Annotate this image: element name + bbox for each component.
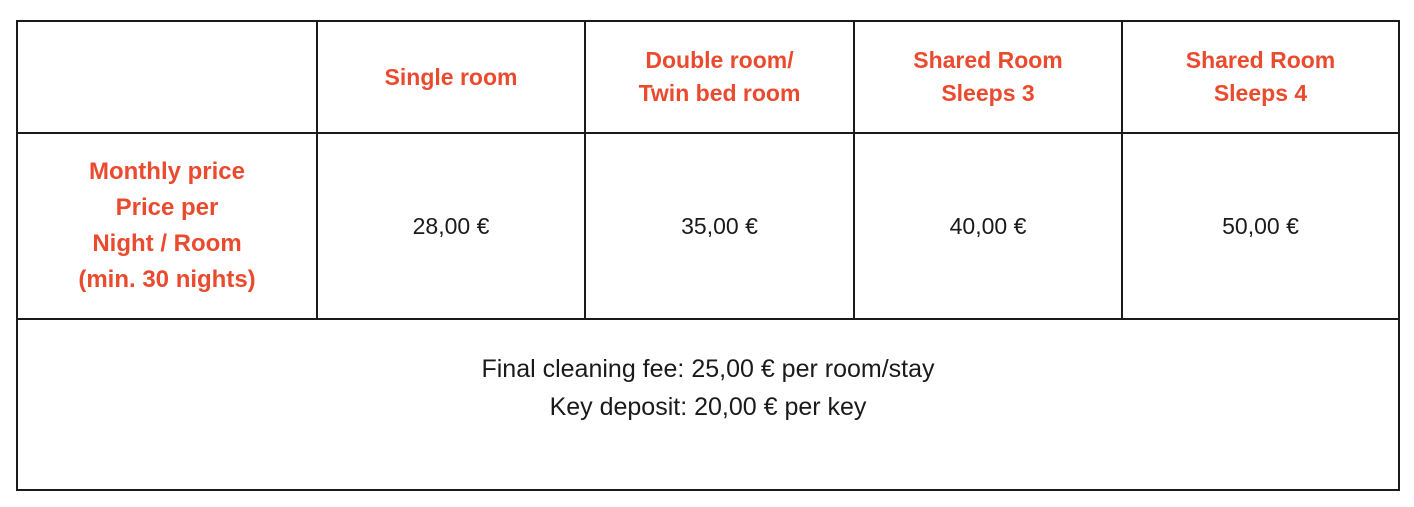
header-cell-double-room <box>585 21 854 133</box>
header-label: Single room <box>384 63 518 90</box>
header-label: Shared Room <box>913 47 1063 73</box>
header-cell-shared-room-3 <box>854 21 1122 133</box>
row-label-cell <box>17 133 317 319</box>
header-label: Sleeps 4 <box>1213 80 1308 106</box>
price-table <box>16 20 1400 491</box>
header-cell-single-room <box>317 21 585 133</box>
price-cell-shared-room-4: 50,00 € <box>1122 133 1399 319</box>
header-label: Shared Room <box>1185 47 1336 73</box>
price-cell-single-room: 28,00 € <box>317 133 585 319</box>
price-cell-shared-room-3: 40,00 € <box>854 133 1122 319</box>
header-row <box>17 21 1399 133</box>
footer-row <box>17 319 1399 490</box>
header-label: Double room/ <box>645 47 794 73</box>
price-cell-double-room: 35,00 € <box>585 133 854 319</box>
cleaning-fee-text: Final cleaning fee: 25,00 € per room/stay <box>481 355 935 383</box>
row-label-line: (min. 30 nights) <box>78 266 256 293</box>
price-row <box>17 133 1399 319</box>
key-deposit-text: Key deposit: 20,00 € per key <box>549 393 867 421</box>
header-label: Sleeps 3 <box>941 80 1035 106</box>
header-empty-cell <box>17 21 317 133</box>
row-label-line: Price per <box>115 194 219 221</box>
fees-cell <box>17 319 1399 490</box>
row-label-line: Night / Room <box>92 230 242 257</box>
header-cell-shared-room-4 <box>1122 21 1399 133</box>
row-label-line: Monthly price <box>88 158 245 185</box>
header-label: Twin bed room <box>638 80 801 106</box>
fees-text <box>18 320 1398 426</box>
